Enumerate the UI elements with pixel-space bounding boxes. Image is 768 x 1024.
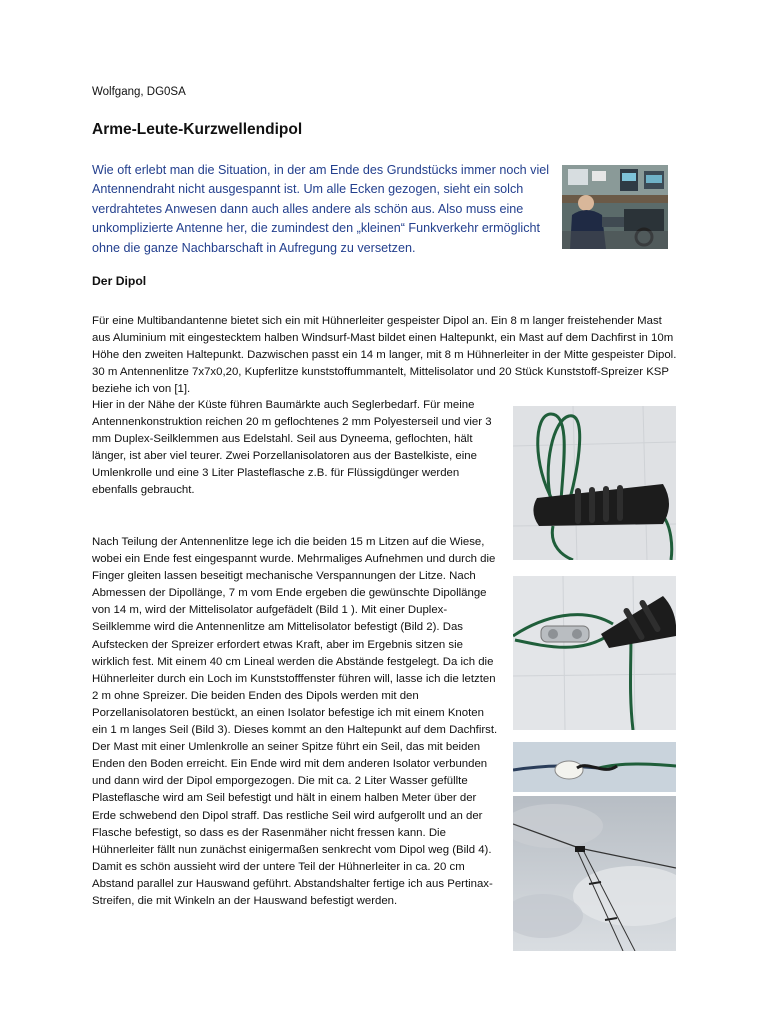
photo-ladder-line <box>513 796 676 951</box>
author-line: Wolfgang, DG0SA <box>92 86 186 98</box>
author-photo <box>562 165 668 249</box>
body-paragraph-group <box>92 517 502 910</box>
section-heading: Der Dipol <box>92 274 147 288</box>
photo-rope-clamp <box>513 576 676 730</box>
body-paragraph-3: Nach Teilung der Antennenlitze lege ich die beiden 15 m Litzen auf die Wiese, wobei ein Ende fest eingespannt wurde. Mehrmaliges Aufnehmen und durch die Finger gleiten lassen beseitigt mechanische Verspannungen der Litze. Nach Abmessen der Dipollänge, 7 m vom Ende ergeben die gewünschte Dipollänge von 14 m, wird der Mittelisolator aufgefädelt (Bild 1 ). Mit einer Duplex-Seilklemme wird die Antennenlitze am Mittelisolator befestigt (Bild 2). Das Aufstecken der Spreizer erfordert etwas Kraft, aber im Ergebnis sitzen sie wirklich fest. Mit einem 40 cm Lineal werden die Abstände festgelegt. Da ich die Hühnerleiter durch ein Loch im Kunststofffenster führen will, lasse ich die letzten 2 m ohne Spreizer. Die beiden Enden des Dipols werden mit den Porzellanisolatoren bestückt, an einen Isolator befestige ich mit einem Knoten ein 1 m langes Seil (Bild 3). Dieses kommt an den Haltepunkt auf dem Dachfirst. Der Mast mit einer Umlenkrolle an seiner Spitze führt ein Seil, das mit beiden Enden den Boden erreicht. Ein Ende wird mit dem anderen Isolator verbunden und dann wird der Dipol emporgezogen. Die mit ca. 2 Liter Wasser gefüllte Plasteflasche wird am Seil befestigt und hält in einem halben Meter über der Erde schwebend den Dipol straff. Das restliche Seil wird aufgerollt und an der Flasche befestigt, so dass es der Rasenmäher nicht fressen kann. Die Hühnerleiter fällt nun zunächst einigermaßen senkrecht vom Dipol weg (Bild 4). <box>92 536 498 856</box>
body-paragraph-1: Für eine Multibandantenne bietet sich ein mit Hühnerleiter gespeister Dipol an. Ein 8 m langer freistehender Mast aus Aluminium mit eingestecktem halben Windsurf-Mast bildet einen Haltepunkt, ein Mast auf dem Dachfirst in 10m Höhe den zweiten Haltepunkt. Dazwischen passt ein 14 m langer, mit 8 m Hühnerleiter in der Mitte gespeister Dipol. 30 m Antennenlitze 7x7x0,20, Kupferlitze kunststoffummantelt, Mittelisolator und 20 Stück Kunststoff-Spreizer KSP beziehe ich von [1]. <box>92 315 677 396</box>
photo-end-insulator <box>513 742 676 792</box>
article-title: Arme-Leute-Kurzwellendipol <box>92 121 303 138</box>
body-paragraph-2: Hier in der Nähe der Küste führen Baumärkte auch Seglerbedarf. Für meine Antennenkonstruktion reichen 20 m geflochtenes 2 mm Polyesterseil und vier 3 mm Duplex-Seilklemmen aus Edelstahl. Seil aus Dyneema, geflochten, hält länger, ist aber viel teurer. Zwei Porzellanisolatoren aus der Bastelkiste, eine Umlenkrolle und eine 3 Liter Plasteflasche z.B. für Flüssigdünger werden ebenfalls gebraucht. <box>92 399 492 497</box>
intro-paragraph: Wie oft erlebt man die Situation, in der am Ende des Grundstücks immer noch viel Antennendraht nicht ausgespannt ist. Um alle Ecken gezogen, sieht ein solch verdrahtetes Anwesen dann auch alles andere als schön aus. Also muss eine unkomplizierte Antenne her, die zumindest den „kleinen“ Funkverkehr ermöglicht ohne die ganze Nachbarschaft in Aufregung zu versetzen. <box>92 163 550 255</box>
photo-center-insulator <box>513 406 676 560</box>
body-paragraph-4: Damit es schön aussieht wird der untere Teil der Hühnerleiter in ca. 20 cm Abstand parallel zur Hauswand geführt. Abstandshalter fertige ich aus Pertinax-Streifen, die mit Winkeln an der Hauswand befestigt werden. <box>92 860 493 907</box>
